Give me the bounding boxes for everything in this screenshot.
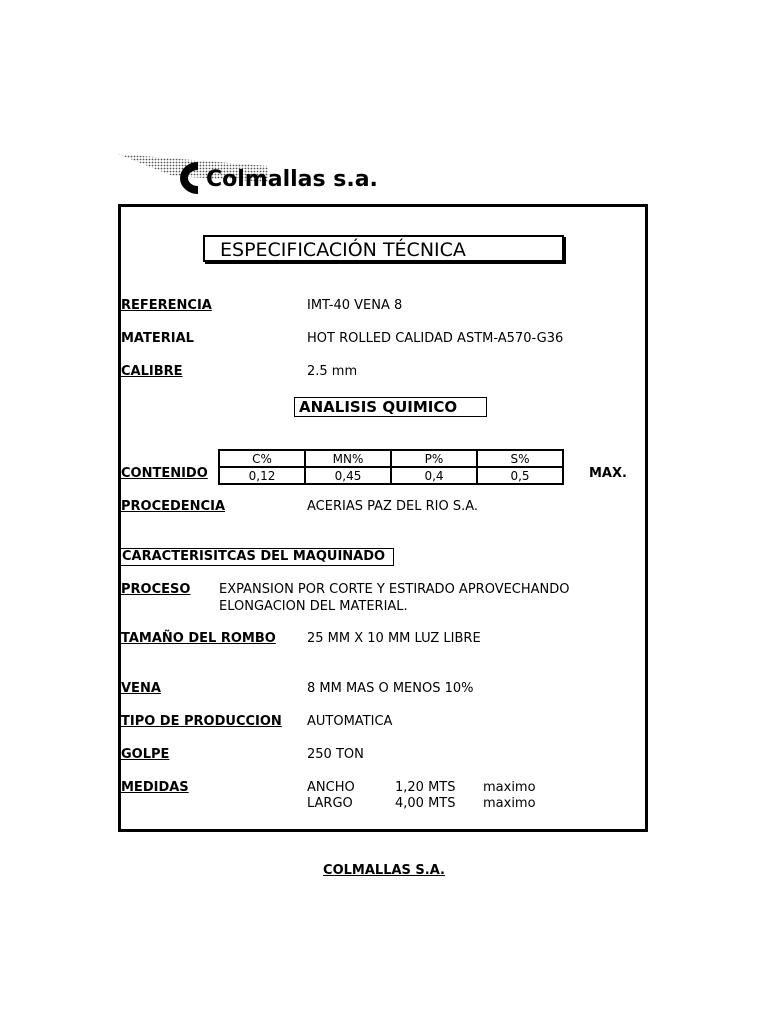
chemical-value-row	[219, 467, 563, 484]
header-s: S%	[477, 450, 563, 467]
chemical-table	[218, 449, 564, 485]
medidas-largo-note: maximo	[483, 796, 536, 811]
referencia-label: REFERENCIA	[121, 298, 212, 313]
value-mn: 0,45	[305, 467, 391, 484]
header-mn: MN%	[305, 450, 391, 467]
value-p: 0,4	[391, 467, 477, 484]
tipo-label: TIPO DE PRODUCCION	[121, 714, 282, 729]
procedencia-value: ACERIAS PAZ DEL RIO S.A.	[307, 499, 479, 514]
analisis-title: ANALISIS QUIMICO	[294, 397, 487, 417]
material-value: HOT ROLLED CALIDAD ASTM-A570-G36	[307, 331, 564, 346]
calibre-value: 2.5 mm	[307, 364, 358, 379]
medidas-ancho-note: maximo	[483, 780, 536, 795]
medidas-ancho-dim: ANCHO	[307, 780, 355, 795]
proceso-line2: ELONGACION DEL MATERIAL.	[219, 599, 408, 614]
caracteristicas-title: CARACTERISITCAS DEL MAQUINADO	[120, 548, 394, 566]
procedencia-label: PROCEDENCIA	[121, 499, 225, 514]
max-label: MAX.	[589, 466, 627, 481]
page-title: ESPECIFICACIÓN TÉCNICA	[203, 235, 564, 262]
company-logo	[118, 152, 390, 197]
proceso-line1: EXPANSION POR CORTE Y ESTIRADO APROVECHANDO	[219, 582, 570, 597]
header-c: C%	[219, 450, 305, 467]
tipo-value: AUTOMATICA	[307, 714, 393, 729]
calibre-label: CALIBRE	[121, 364, 183, 379]
value-c: 0,12	[219, 467, 305, 484]
golpe-label: GOLPE	[121, 747, 170, 762]
rombo-label: TAMAÑO DEL ROMBO	[121, 631, 276, 646]
contenido-label: CONTENIDO	[121, 466, 208, 481]
footer-company: COLMALLAS S.A.	[323, 863, 445, 878]
chemical-header-row	[219, 450, 563, 467]
proceso-label: PROCESO	[121, 582, 191, 597]
referencia-value: IMT-40 VENA 8	[307, 298, 403, 313]
rombo-value: 25 MM X 10 MM LUZ LIBRE	[307, 631, 481, 646]
material-label: MATERIAL	[121, 331, 194, 346]
medidas-largo-size: 4,00 MTS	[395, 796, 456, 811]
vena-label: VENA	[121, 681, 161, 696]
medidas-ancho-size: 1,20 MTS	[395, 780, 456, 795]
medidas-largo-dim: LARGO	[307, 796, 353, 811]
vena-value: 8 MM MAS O MENOS 10%	[307, 681, 474, 696]
golpe-value: 250 TON	[307, 747, 364, 762]
header-p: P%	[391, 450, 477, 467]
value-s: 0,5	[477, 467, 563, 484]
medidas-label: MEDIDAS	[121, 780, 189, 795]
logo-text: Colmallas s.a.	[206, 167, 378, 192]
